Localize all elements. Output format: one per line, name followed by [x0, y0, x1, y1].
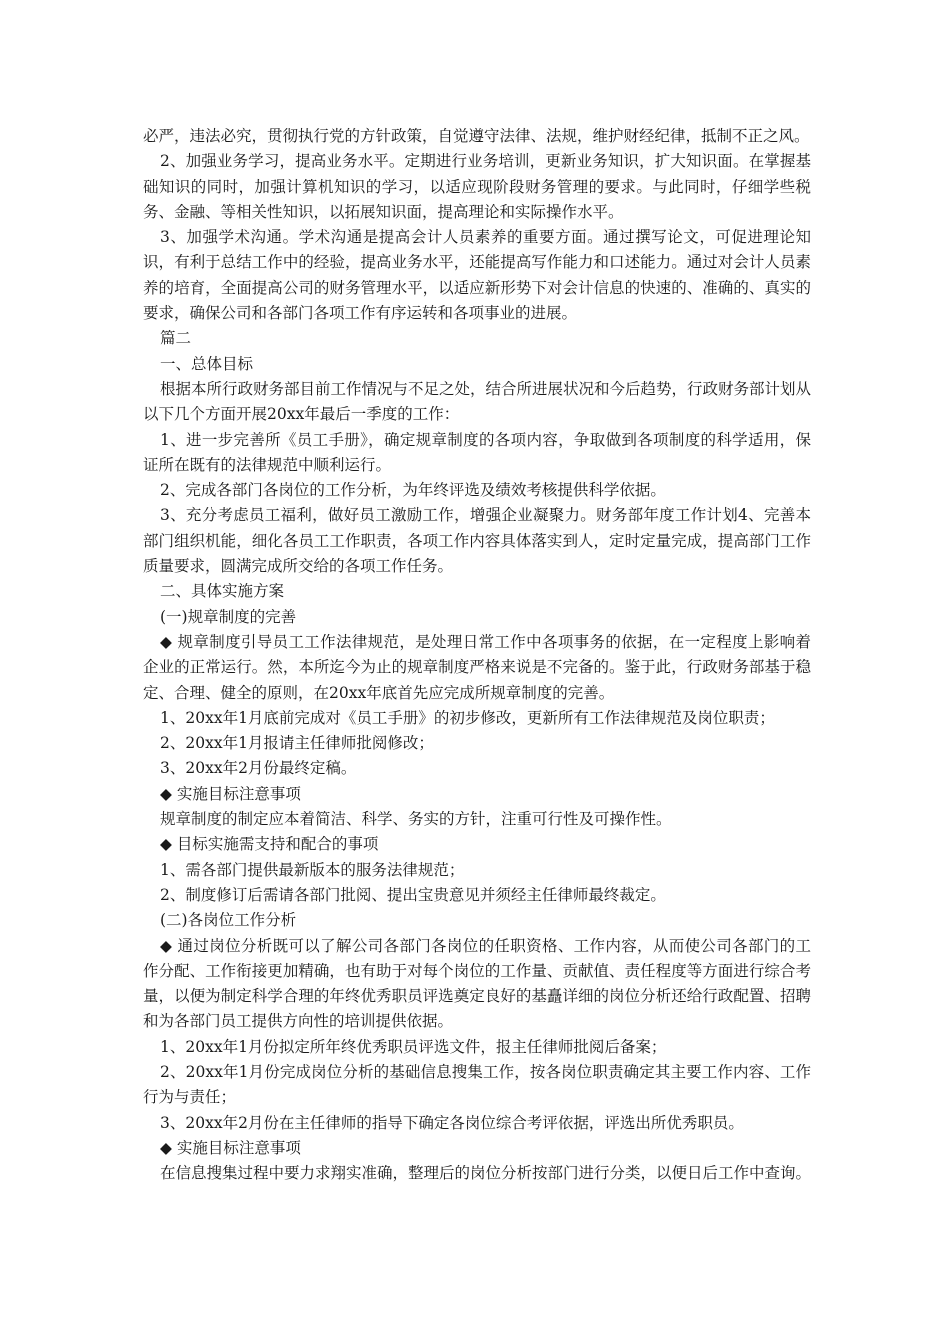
paragraph-6: 根据本所行政财务部目前工作情况与不足之处，结合所进展状况和今后趋势，行政财务部计划从以下几个方面开展20xx年最后一季度的工作： [143, 379, 812, 424]
paragraph-15: 3、20xx年2月份最终定稿。 [160, 759, 357, 778]
paragraph-9: 3、充分考虑员工福利，做好员工激励工作，增强企业凝聚力。财务部年度工作计划4、完善本部门组织机能，细化各员工工作职责，各项工作内容具体落实到人，定时定量完成，提高部门工作质量要求，圆满完成所交给的各项工作任务。 [143, 506, 811, 576]
paragraph-22: ◆ 通过岗位分析既可以了解公司各部门各岗位的任职资格、工作内容，从而使公司各部门的工作分配、工作衔接更加精确，也有助于对每个岗位的工作量、贡献值、责任程度等方面进行综合考量，以便为制定科学合理的年终优秀职员评选奠定良好的基矗详细的岗位分析还给行政配置、招聘和为各部门员工提供方向性的培训提供依据。 [143, 936, 811, 1031]
paragraph-1: 必严，违法必究，贯彻执行党的方针政策，自觉遵守法律、法规，维护财经纪律，抵制不正之风。 [143, 127, 810, 145]
paragraph-20: 2、制度修订后需请各部门批阅、提出宝贵意见并须经主任律师最终裁定。 [160, 885, 666, 904]
heading-implementation-plan: 二、具体实施方案 [160, 582, 285, 601]
paragraph-24: 2、20xx年1月份完成岗位分析的基础信息搜集工作，按各岗位职责确定其主要工作内容、工作行为与责任； [143, 1062, 811, 1107]
paragraph-8: 2、完成各部门各岗位的工作分析，为年终评选及绩效考核提供科学依据。 [160, 481, 666, 500]
paragraph-12: ◆ 规章制度引导员工工作法律规范，是处理日常工作中各项事务的依据，在一定程度上影响着企业的正常运行。然，本所迄今为止的规章制度严格来说是不完备的。鉴于此，行政财务部基于稳定、合理、健全的原则，在20xx年底首先应完成所规章制度的完善。 [143, 632, 811, 702]
paragraph-27: 在信息搜集过程中要力求翔实准确，整理后的岗位分析按部门进行分类，以便日后工作中查询。 [160, 1164, 812, 1183]
paragraph-13: 1、20xx年1月底前完成对《员工手册》的初步修改，更新所有工作法律规范及岗位职责； [160, 708, 775, 727]
paragraph-26: ◆ 实施目标注意事项 [160, 1138, 301, 1157]
document-body [143, 124, 811, 1186]
paragraph-14: 2、20xx年1月报请主任律师批阅修改； [160, 734, 434, 753]
paragraph-2: 2、加强业务学习，提高业务水平。定期进行业务培训，更新业务知识，扩大知识面。在掌握基础知识的同时，加强计算机知识的学习，以适应现阶段财务管理的要求。与此同时，仔细学些税务、金融、等相关性知识，以拓展知识面，提高理论和实际操作水平。 [143, 152, 811, 221]
paragraph-16: ◆ 实施目标注意事项 [160, 784, 301, 803]
paragraph-7: 1、进一步完善所《员工手册》，确定规章制度的各项内容，争取做到各项制度的科学适用，保证所在既有的法律规范中顺利运行。 [143, 430, 811, 474]
paragraph-25: 3、20xx年2月份在主任律师的指导下确定各岗位综合考评依据，评选出所优秀职员。 [160, 1113, 744, 1132]
paragraph-23: 1、20xx年1月份拟定所年终优秀职员评选文件，报主任律师批阅后备案； [160, 1037, 667, 1056]
paragraph-18: ◆ 目标实施需支持和配合的事项 [160, 835, 379, 854]
subheading-rules-improvement: (一)规章制度的完善 [160, 607, 297, 626]
heading-overall-goal: 一、总体目标 [160, 354, 254, 373]
paragraph-17: 规章制度的制定应本着简洁、科学、务实的方针，注重可行性及可操作性。 [160, 810, 672, 829]
subheading-job-analysis: (二)各岗位工作分析 [160, 911, 297, 930]
paragraph-19: 1、需各部门提供最新版本的服务法律规范； [160, 860, 465, 879]
paragraph-3: 3、加强学术沟通。学术沟通是提高会计人员素养的重要方面。通过撰写论文，可促进理论知识，有利于总结工作中的经验，提高业务水平，还能提高写作能力和口述能力。通过对会计人员素养的培育，全面提高公司的财务管理水平，以适应新形势下对会计信息的快速的、准确的、真实的要求，确保公司和各部门各项工作有序运转和各项事业的进展。 [143, 228, 811, 323]
section-title-part-two: 篇二 [160, 329, 192, 348]
